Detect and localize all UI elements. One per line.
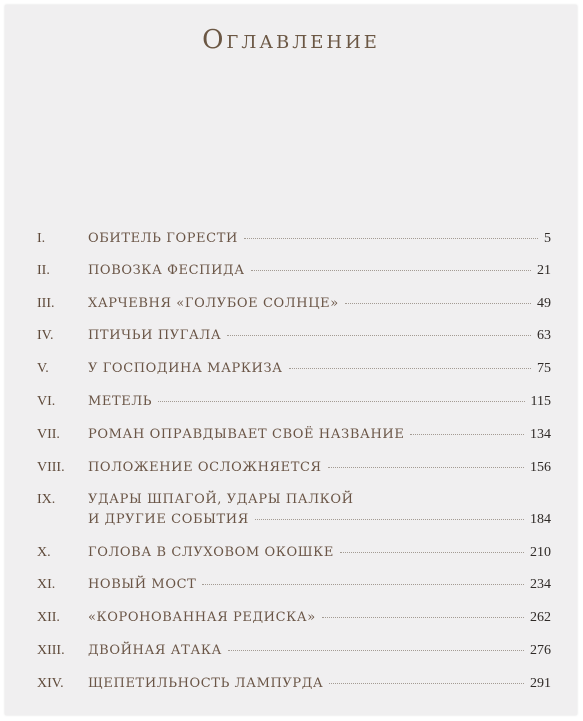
page-number: 262 (530, 610, 551, 625)
page-number: 63 (537, 328, 551, 343)
chapter-number: VI. (37, 394, 56, 409)
dot-leader (328, 467, 524, 468)
dot-leader (251, 270, 531, 271)
chapter-title: ГОЛОВА В СЛУХОВОМ ОКОШКЕ (88, 545, 334, 560)
dot-leader (329, 683, 524, 684)
page-number: 75 (537, 361, 551, 376)
page-number: 291 (530, 676, 551, 691)
dot-leader (255, 519, 524, 520)
chapter-title-line2: И ДРУГИЕ СОБЫТИЯ (88, 512, 249, 527)
table-of-contents (5, 5, 577, 715)
chapter-title-line1: УДАРЫ ШПАГОЙ, УДАРЫ ПАЛКОЙ (88, 492, 354, 507)
dot-leader (345, 303, 531, 304)
chapter-title: ЩЕПЕТИЛЬНОСТЬ ЛАМПУРДА (88, 676, 324, 691)
book-page (5, 5, 577, 715)
dot-leader (289, 368, 531, 369)
dot-leader (322, 617, 524, 618)
chapter-title: «КОРОНОВАННАЯ РЕДИСКА» (88, 610, 316, 625)
dot-leader (158, 401, 524, 402)
page-number: 134 (530, 427, 551, 442)
dot-leader (228, 650, 524, 651)
chapter-number: IX. (37, 492, 56, 507)
chapter-title: НОВЫЙ МОСТ (88, 577, 197, 592)
chapter-number: XI. (37, 577, 56, 592)
chapter-number: VII. (37, 427, 60, 442)
chapter-title: ПОВОЗКА ФЕСПИДА (88, 263, 245, 278)
chapter-title: У ГОСПОДИНА МАРКИЗА (88, 361, 283, 376)
page-number: 49 (537, 296, 551, 311)
dot-leader (340, 552, 524, 553)
dot-leader (227, 335, 531, 336)
page-number: 156 (530, 460, 551, 475)
page-number: 234 (530, 577, 551, 592)
chapter-title: ДВОЙНАЯ АТАКА (88, 643, 222, 658)
chapter-title: ПТИЧЬИ ПУГАЛА (88, 328, 222, 343)
chapter-title: РОМАН ОПРАВДЫВАЕТ СВОЁ НАЗВАНИЕ (88, 427, 405, 442)
chapter-number: IV. (37, 328, 54, 343)
chapter-number: V. (37, 361, 49, 376)
page-number: 115 (530, 394, 551, 409)
chapter-title: ОБИТЕЛЬ ГОРЕСТИ (88, 231, 238, 246)
dot-leader (202, 584, 524, 585)
chapter-title: ПОЛОЖЕНИЕ ОСЛОЖНЯЕТСЯ (88, 460, 322, 475)
chapter-number: VIII. (37, 460, 65, 475)
chapter-number: XIII. (37, 643, 65, 658)
page-number: 21 (537, 263, 551, 278)
dot-leader (410, 434, 524, 435)
chapter-number: I. (37, 231, 46, 246)
chapter-number: X. (37, 545, 51, 560)
chapter-number: XIV. (37, 676, 64, 691)
page-number: 184 (530, 512, 551, 527)
page-number: 210 (530, 545, 551, 560)
page-number: 276 (530, 643, 551, 658)
chapter-number: II. (37, 263, 50, 278)
page-title: Оглавление (202, 25, 380, 55)
chapter-number: III. (37, 296, 55, 311)
chapter-title: МЕТЕЛЬ (88, 394, 153, 409)
chapter-title: ХАРЧЕВНЯ «ГОЛУБОЕ СОЛНЦЕ» (88, 296, 339, 311)
chapter-number: XII. (37, 610, 60, 625)
page-number: 5 (544, 231, 551, 246)
dot-leader (244, 238, 538, 239)
